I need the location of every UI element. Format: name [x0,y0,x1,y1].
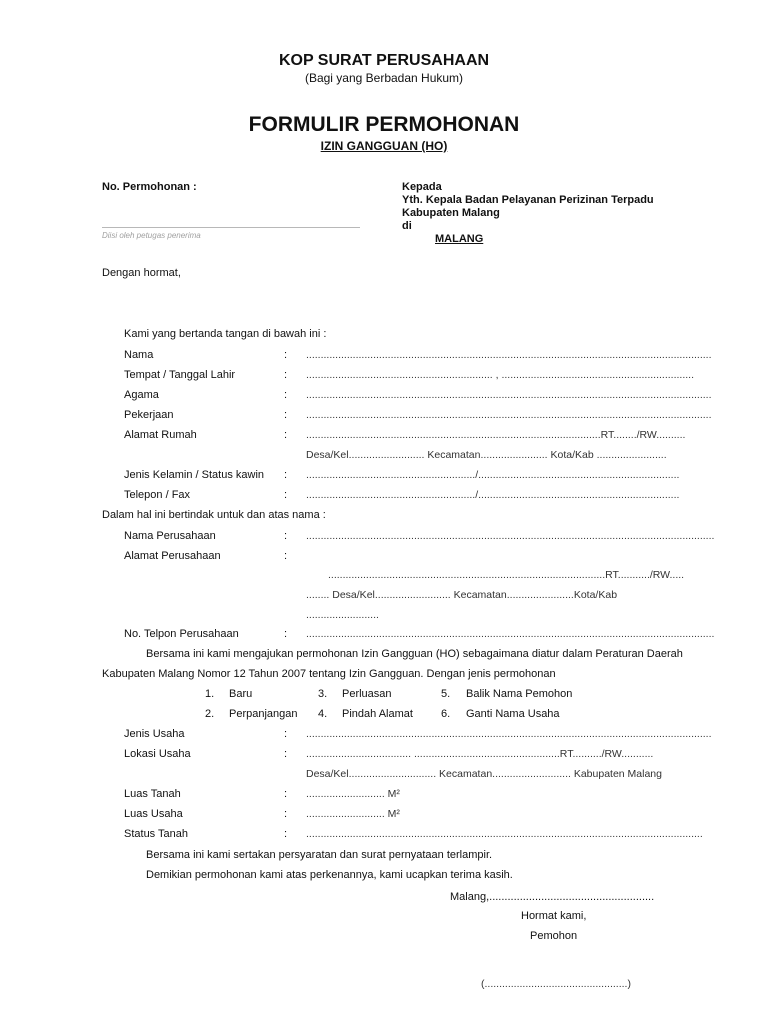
field-colon: : [284,788,288,800]
greeting: Dengan hormat, [102,267,181,279]
field-colon: : [284,530,288,542]
field-label-jenis-usaha: Jenis Usaha [124,728,185,740]
field-colon: : [284,628,288,640]
field-label-ttl: Tempat / Tanggal Lahir [124,369,236,381]
field-colon: : [284,550,288,562]
addr-di: di [402,220,412,232]
field-label-telpon-perusahaan: No. Telpon Perusahaan [124,628,239,640]
field-label-luas-tanah: Luas Tanah [124,788,181,800]
option-num: 4. [318,708,328,720]
field-colon: : [284,369,288,381]
field-jenis-usaha[interactable]: ........................................................................................................................................... [306,728,712,740]
para-penutup: Demikian permohonan kami atas perkenannya, kami ucapkan terima kasih. [146,869,513,881]
field-label-pekerjaan: Pekerjaan [124,409,174,421]
field-alamat-desa[interactable]: Desa/Kel.......................... Kecamatan....................... Kota/Kab ........................ [306,449,667,461]
field-alamat-perusahaan[interactable]: ...............................................................................................RT.........../RW..... [328,569,685,581]
field-alamat-perusahaan-kab[interactable]: ......................... [306,609,379,621]
para-lampiran: Bersama ini kami sertakan persyaratan dan surat pernyataan terlampir. [146,849,493,861]
field-colon: : [284,409,288,421]
field-label-lokasi-usaha: Lokasi Usaha [124,748,191,760]
field-label-status-tanah: Status Tanah [124,828,189,840]
field-colon: : [284,728,288,740]
para-permohonan-line1: Bersama ini kami mengajukan permohonan Izin Gangguan (HO) sebagaimana diatur dalam Peraturan Daerah [146,648,683,660]
option-baru[interactable]: Baru [229,688,253,700]
field-colon: : [284,469,288,481]
option-num: 3. [318,688,328,700]
sign-hormat: Hormat kami, [521,910,587,922]
option-num: 1. [205,688,215,700]
field-colon: : [284,828,288,840]
field-telpon-perusahaan[interactable]: ............................................................................................................................................ [306,628,715,640]
field-colon: : [284,389,288,401]
field-label-nama-perusahaan: Nama Perusahaan [124,530,216,542]
field-lokasi-usaha[interactable]: .................................... ..................................................RT........../RW........... [306,748,654,760]
field-ttl[interactable]: ................................................................ , .................................................................. [306,369,694,381]
sign-name-line[interactable]: (.................................................) [481,978,631,990]
addr-kabupaten: Kabupaten Malang [402,207,500,219]
field-colon: : [284,748,288,760]
field-label-nama: Nama [124,349,154,361]
kop-subtitle: (Bagi yang Berbadan Hukum) [304,71,464,85]
addr-kepada: Kepada [402,181,442,193]
form-subtitle: IZIN GANGGUAN (HO) [320,139,448,153]
sign-pemohon: Pemohon [530,930,578,942]
field-label-alamat: Alamat Rumah [124,429,197,441]
option-num: 6. [441,708,451,720]
option-balik-nama[interactable]: Balik Nama Pemohon [466,688,573,700]
field-label-alamat-perusahaan: Alamat Perusahaan [124,550,221,562]
option-num: 5. [441,688,451,700]
field-label-luas-usaha: Luas Usaha [124,808,183,820]
field-luas-usaha[interactable]: ........................... M² [306,808,400,820]
option-perpanjangan[interactable]: Perpanjangan [229,708,298,720]
field-nama[interactable]: ........................................................................................................................................... [306,349,712,361]
field-agama[interactable]: ........................................................................................................................................... [306,389,712,401]
option-ganti-nama[interactable]: Ganti Nama Usaha [466,708,560,720]
form-title: FORMULIR PERMOHONAN [248,113,520,136]
field-label-agama: Agama [124,389,159,401]
para-permohonan-line2: Kabupaten Malang Nomor 12 Tahun 2007 tentang Izin Gangguan. Dengan jenis permohonan [102,668,556,680]
field-alamat[interactable]: .....................................................................................................RT......../RW.......... [306,429,686,441]
atas-nama-text: Dalam hal ini bertindak untuk dan atas nama : [102,509,326,521]
addr-recipient: Yth. Kepala Badan Pelayanan Perizinan Terpadu [402,194,654,206]
field-label-telepon: Telepon / Fax [124,489,191,501]
option-pindah-alamat[interactable]: Pindah Alamat [342,708,413,720]
kop-title: KOP SURAT PERUSAHAAN [278,52,490,69]
field-colon: : [284,349,288,361]
no-permohonan-line[interactable] [102,227,360,228]
no-permohonan-label: No. Permohonan : [102,181,197,193]
field-colon: : [284,429,288,441]
field-jenis-kelamin[interactable]: ........................................................../..................................................................... [306,469,680,481]
field-colon: : [284,489,288,501]
field-pekerjaan[interactable]: ........................................................................................................................................... [306,409,712,421]
field-colon: : [284,808,288,820]
no-permohonan-note: Diisi oleh petugas penerima [102,231,201,240]
field-status-tanah[interactable]: ........................................................................................................................................ [306,828,703,840]
sign-place-date[interactable]: Malang,...................................................... [450,891,655,903]
field-telepon[interactable]: ........................................................../..................................................................... [306,489,680,501]
addr-city: MALANG [435,233,484,245]
field-lokasi-usaha-desa[interactable]: Desa/Kel.............................. Kecamatan........................... Kabupaten Malang [306,768,662,780]
field-label-jenis-kelamin: Jenis Kelamin / Status kawin [124,469,265,481]
field-luas-tanah[interactable]: ........................... M² [306,788,400,800]
field-nama-perusahaan[interactable]: ............................................................................................................................................ [306,530,715,542]
field-alamat-perusahaan-desa[interactable]: ........ Desa/Kel.......................... Kecamatan.......................Kota/Kab [306,589,618,601]
intro-text: Kami yang bertanda tangan di bawah ini : [124,328,327,340]
option-perluasan[interactable]: Perluasan [342,688,392,700]
option-num: 2. [205,708,215,720]
